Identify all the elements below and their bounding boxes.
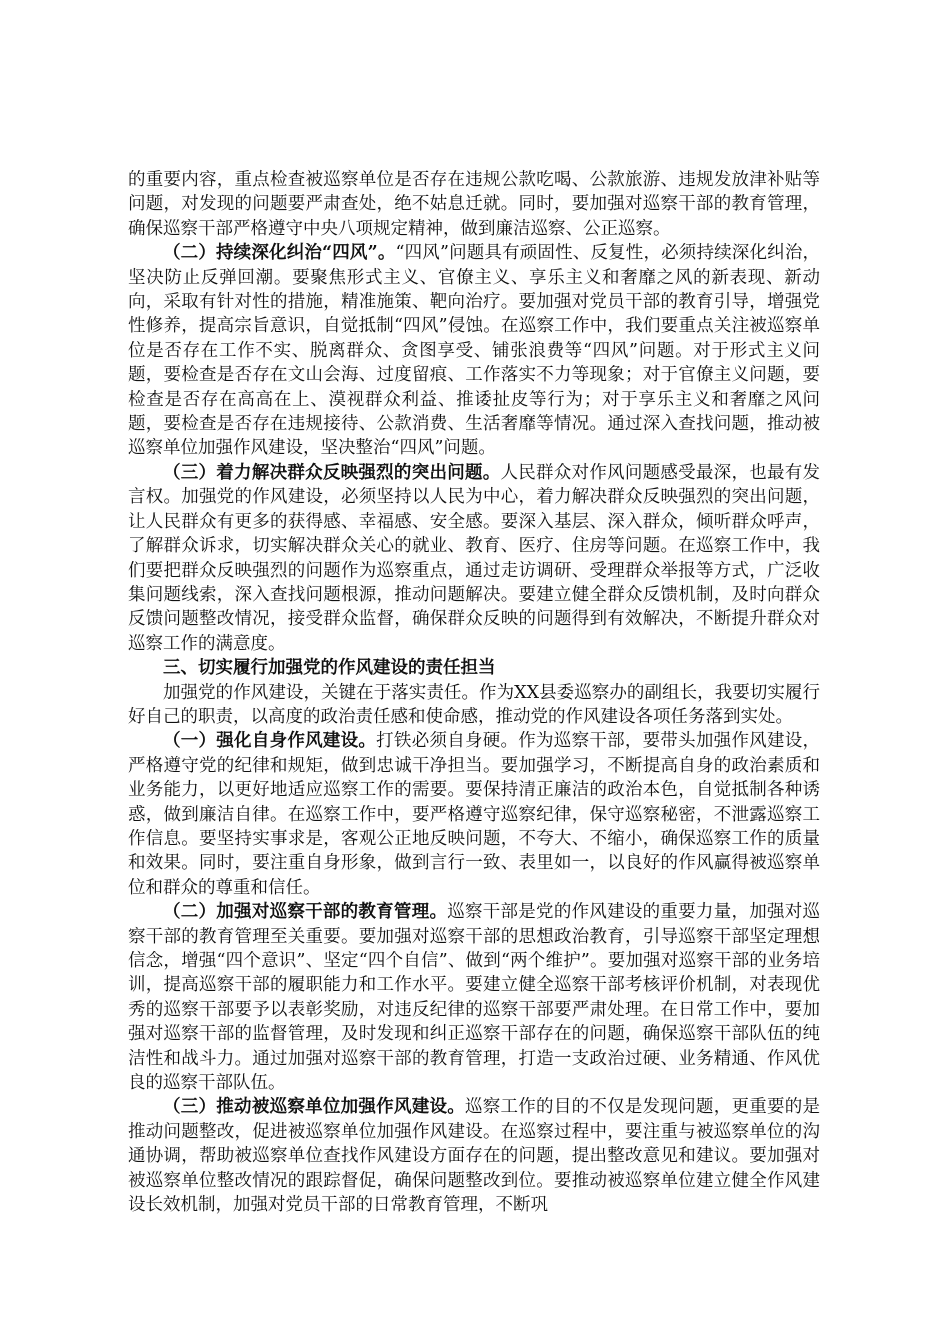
paragraph-text: “四风”问题具有顽固性、反复性，必须持续深化纠治，坚决防止反弹回潮。要聚焦形式主义、官僚主义、享乐主义和奢靡之风的新表现、新动向，采取有针对性的措施，精准施策、靶向治疗。要加强对党员干部的教育引导，增强党性修养，提高宗旨意识，自觉抵制“四风”侵蚀。在巡察工作中，我们要重点关注被巡察单位是否存在工作不实、脱离群众、贪图享受、铺张浪费等“四风”问题。对于形式主义问题，要检查是否存在文山会海、过度留痕、工作落实不力等现象；对于官僚主义问题，要检查是否存在高高在上、漠视群众利益、推诿扯皮等行为；对于享乐主义和奢靡之风问题，要检查是否存在违规接待、公款消费、生活奢靡等情况。通过深入查找问题，推动被巡察单位加强作风建设，坚决整治“四风”问题。 <box>128 243 820 459</box>
paragraph-text: 加强党的作风建设，关键在于落实责任。作为XX县委巡察办的副组长，我要切实履行好自己的职责，以高度的政治责任感和使命感，推动党的作风建设各项任务落到实处。 <box>128 682 820 727</box>
paragraph-masses <box>128 461 820 656</box>
paragraph-text: 打铁必须自身硬。作为巡察干部，要带头加强作风建设，严格遵守党的纪律和规矩，做到忠诚干净担当。要加强学习，不断提高自身的政治素质和业务能力，以更好地适应巡察工作的需要。要保持清正廉洁的政治本色，自觉抵制各种诱惑，做到廉洁自律。在巡察工作中，要严格遵守巡察纪律，保守巡察秘密，不泄露巡察工作信息。要坚持实事求是，客观公正地反映问题，不夸大、不缩小，确保巡察工作的质量和效果。同时，要注重自身形象，做到言行一致、表里如一，以良好的作风赢得被巡察单位和群众的尊重和信任。 <box>128 731 821 898</box>
section-heading: 三、切实履行加强党的作风建设的责任担当 <box>163 658 496 679</box>
paragraph-continued <box>128 168 820 241</box>
paragraph-lead: （一）强化自身作风建设。 <box>163 731 377 752</box>
paragraph-unit-conduct <box>128 1095 820 1217</box>
paragraph-lead: （三）推动被巡察单位加强作风建设。 <box>163 1097 465 1118</box>
paragraph-text: 巡察工作的目的不仅是发现问题，更重要的是推动问题整改，促进被巡察单位加强作风建设。在巡察过程中，要注重与被巡察单位的沟通协调，帮助被巡察单位查找作风建设方面存在的问题，提出整改意见和建议。要加强对被巡察单位整改情况的跟踪督促，确保问题整改到位。要推动被巡察单位建立健全作风建设长效机制，加强对党员干部的日常教育管理，不断巩 <box>128 1097 821 1216</box>
paragraph-lead: （三）着力解决群众反映强烈的突出问题。 <box>163 462 501 483</box>
document-page <box>128 168 820 1217</box>
paragraph-responsibility <box>128 681 820 730</box>
paragraph-text: 的重要内容，重点检查被巡察单位是否存在违规公款吃喝、公款旅游、违规发放津补贴等问题，对发现的问题要严肃查处，绝不姑息迁就。同时，要加强对巡察干部的教育管理，确保巡察干部严格遵守中央八项规定精神，做到廉洁巡察、公正巡察。 <box>128 170 820 239</box>
paragraph-text: 人民群众对作风问题感受最深，也最有发言权。加强党的作风建设，必须坚持以人民为中心，着力解决群众反映强烈的突出问题，让人民群众有更多的获得感、幸福感、安全感。要深入基层、深入群众，倾听群众呼声，了解群众诉求，切实解决群众关心的就业、教育、医疗、住房等问题。在巡察工作中，我们要把群众反映强烈的问题作为巡察重点，通过走访调研、受理群众举报等方式，广泛收集问题线索，深入查找问题根源，推动问题解决。要建立健全群众反馈机制，及时向群众反馈问题整改情况，接受群众监督，确保群众反映的问题得到有效解决，不断提升群众对巡察工作的满意度。 <box>128 462 821 654</box>
paragraph-text: 巡察干部是党的作风建设的重要力量，加强对巡察干部的教育管理至关重要。要加强对巡察干部的思想政治教育，引导巡察干部坚定理想信念，增强“四个意识”、坚定“四个自信”、做到“两个维护”。要加强对巡察干部的业务培训，提高巡察干部的履职能力和工作水平。要建立健全巡察干部考核评价机制，对表现优秀的巡察干部要予以表彰奖励，对违反纪律的巡察干部要严肃处理。在日常工作中，要加强对巡察干部的监督管理，及时发现和纠正巡察干部存在的问题，确保巡察干部队伍的纯洁性和战斗力。通过加强对巡察干部的教育管理，打造一支政治过硬、业务精通、作风优良的巡察干部队伍。 <box>128 902 821 1094</box>
paragraph-self-conduct <box>128 729 820 900</box>
paragraph-cadre-management <box>128 900 820 1095</box>
paragraph-sifeng <box>128 241 820 461</box>
paragraph-lead: （二）加强对巡察干部的教育管理。 <box>163 902 448 923</box>
paragraph-lead: （二）持续深化纠治“四风”。 <box>163 243 396 264</box>
